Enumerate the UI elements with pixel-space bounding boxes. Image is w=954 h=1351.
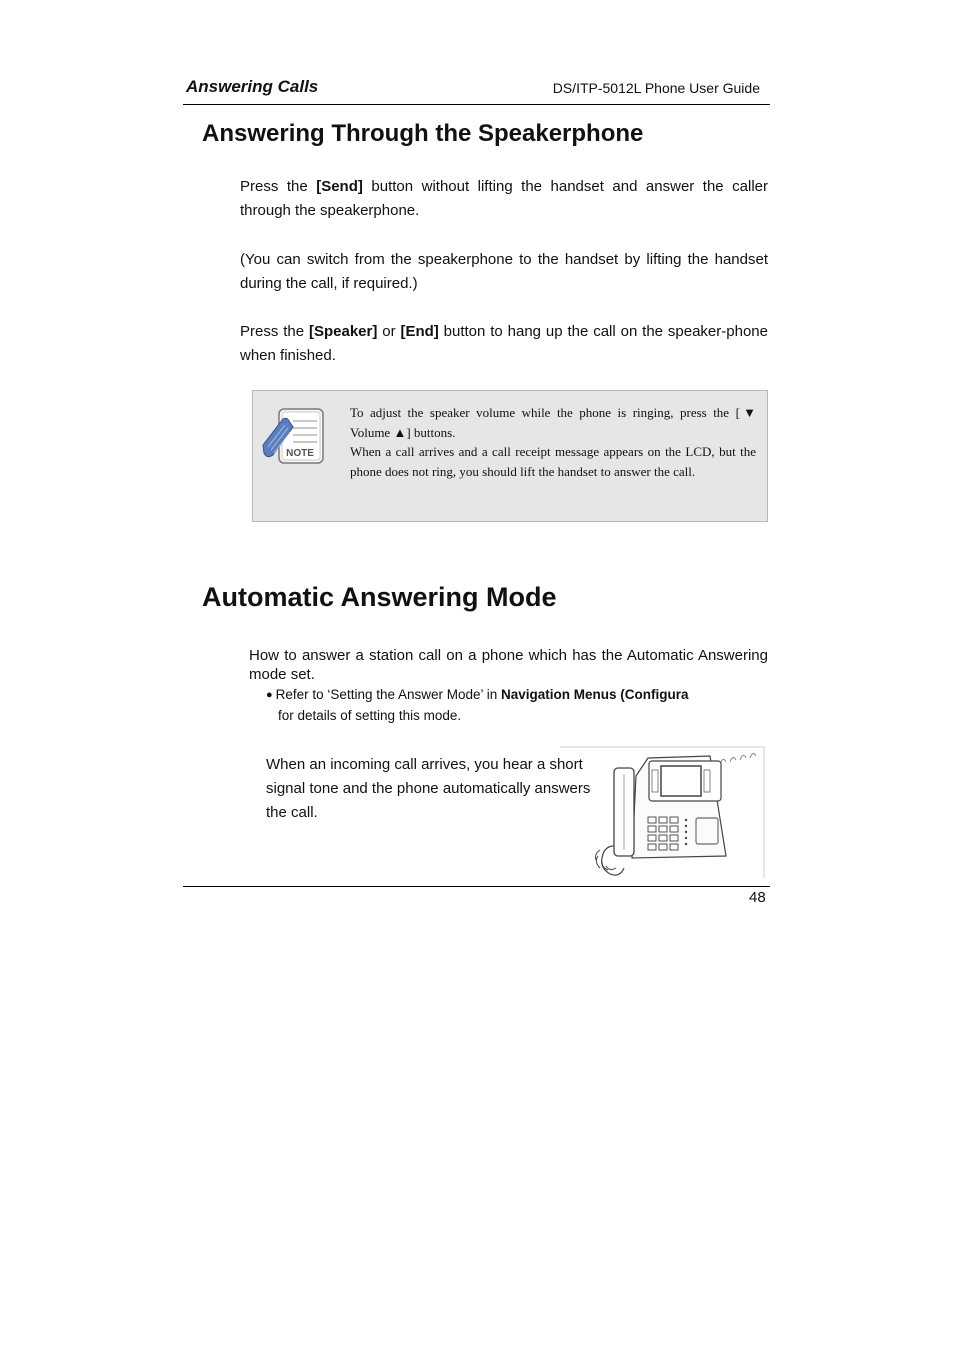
handset-switch-paragraph: (You can switch from the speakerphone to the handset by lifting the handset during the call, if required.)	[240, 251, 768, 292]
header-divider	[183, 104, 770, 105]
note-box	[252, 390, 768, 522]
send-paragraph: Press the [Send] button without lifting the handset and answer the caller through the speakerphone.	[240, 178, 768, 219]
speaker-key-label: [Speaker]	[308, 323, 378, 340]
page-number: 48	[749, 889, 766, 906]
auto-answer-intro: How to answer a station call on a phone which has the Automatic Answering mode set.	[249, 647, 768, 683]
note-line-volume: To adjust the speaker volume while the phone is ringing, press the [▼ Volume ▲] buttons.	[350, 405, 756, 440]
hangup-paragraph: Press the [Speaker] or [End] button to hang up the call on the speaker-phone when finished.	[240, 323, 768, 364]
note-icon-label: NOTE	[286, 448, 314, 459]
reference-bullet-continuation: for details of setting this mode.	[278, 708, 462, 723]
desk-phone-illustration	[560, 746, 765, 879]
note-line-lcd: When a call arrives and a call receipt message appears on the LCD, but the phone does not ring, you should lift the handset to answer the call.	[350, 444, 756, 479]
speakerphone-heading: Answering Through the Speakerphone	[202, 120, 644, 147]
note-text	[350, 403, 756, 481]
incoming-call-paragraph: When an incoming call arrives, you hear a short signal tone and the phone automatically answers the call.	[266, 756, 591, 821]
navigation-menus-reference: Navigation Menus (Configura	[501, 687, 689, 702]
note-icon	[259, 405, 327, 467]
footer-divider	[183, 886, 770, 887]
header-guide-title: DS/ITP-5012L Phone User Guide	[552, 80, 760, 96]
header-section-title: Answering Calls	[186, 77, 319, 96]
end-key-label: [End]	[400, 323, 439, 340]
reference-bullet: ● Refer to ‘Setting the Answer Mode’ in Navigation Menus (Configura	[266, 687, 689, 702]
send-key-label: [Send]	[316, 178, 363, 195]
auto-answer-heading: Automatic Answering Mode	[202, 582, 557, 612]
bullet-dot: ●	[266, 689, 273, 701]
